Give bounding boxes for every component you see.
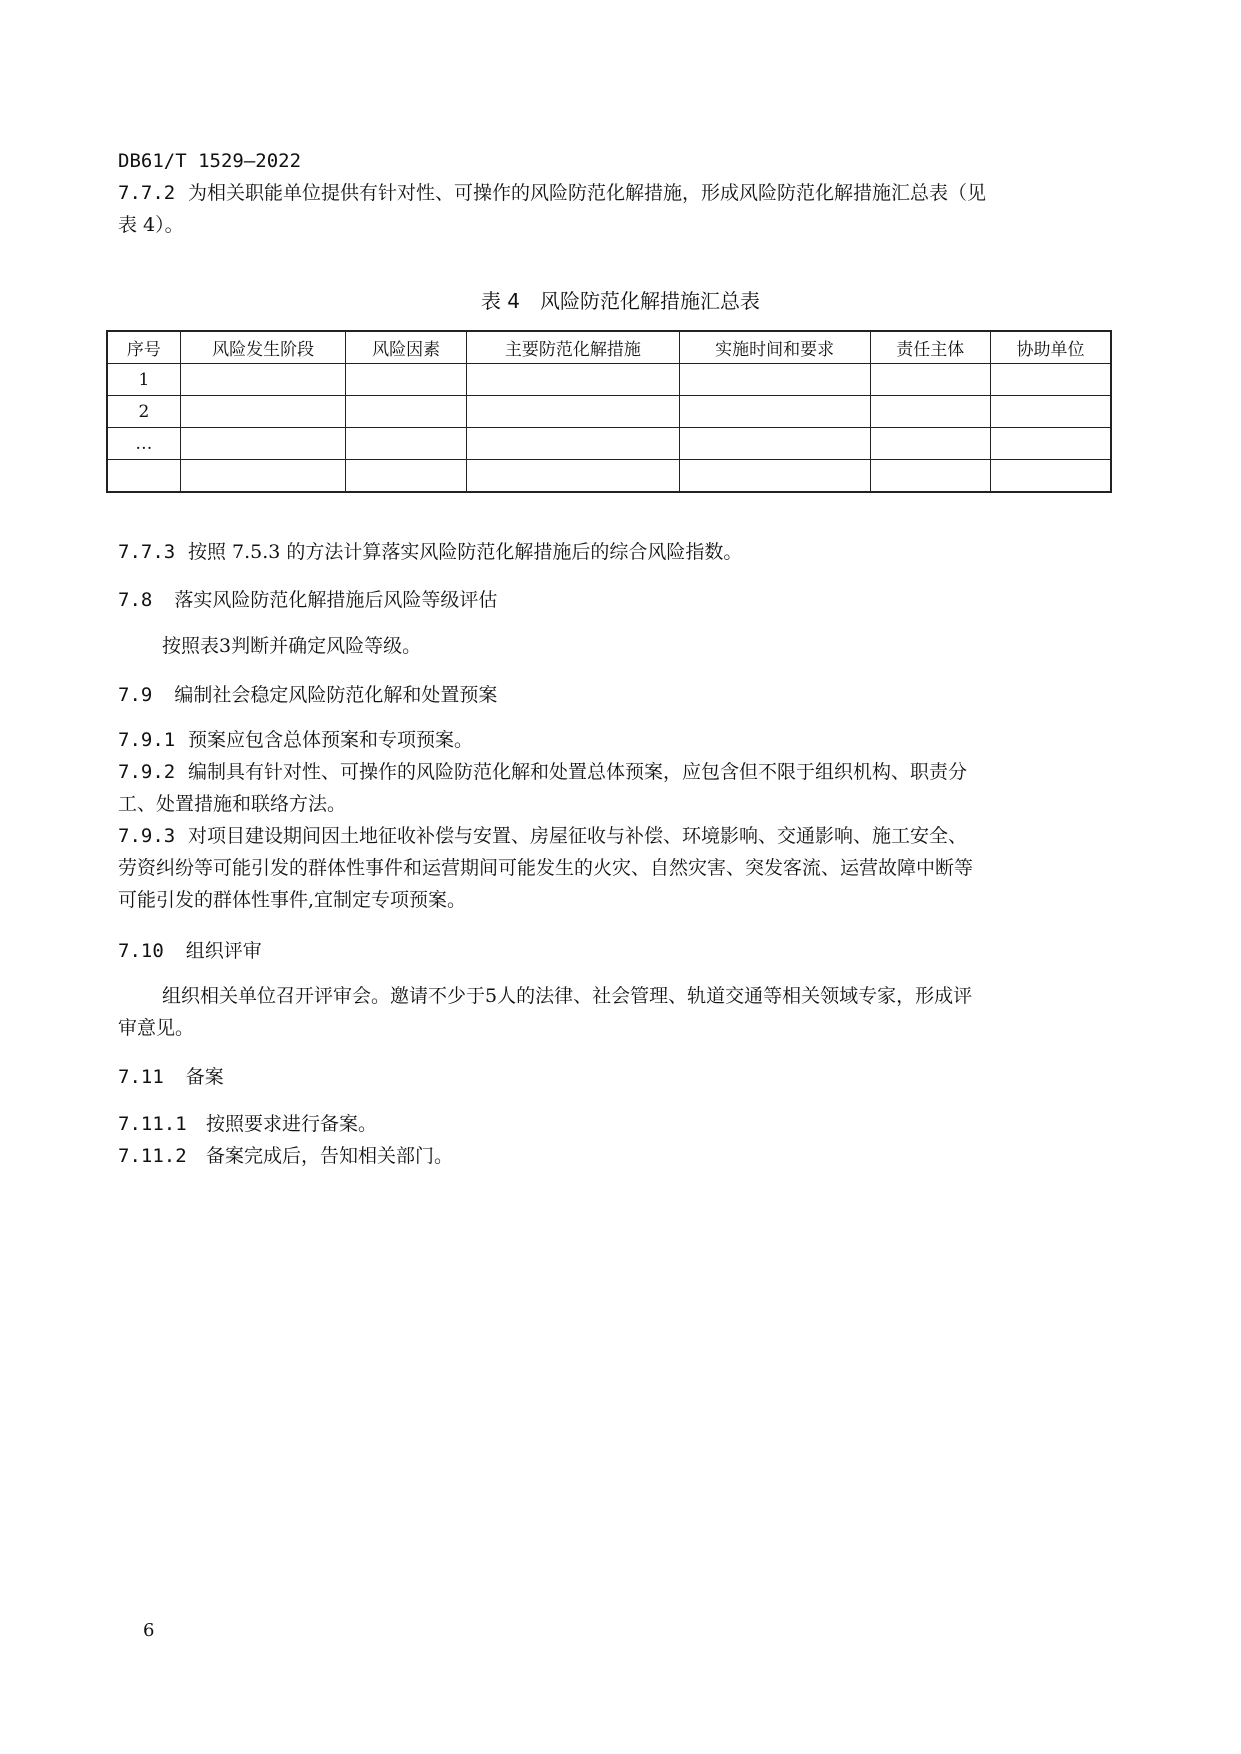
heading-7-10: [118, 936, 262, 963]
clause-number: 7.7.3: [118, 541, 176, 563]
clause-7-9-1: [118, 724, 1118, 756]
clause-text: 预案应包含总体预案和专项预案。: [188, 729, 474, 751]
table-cell: [870, 396, 990, 428]
table-cell: [346, 428, 466, 460]
table-cell: [180, 460, 346, 493]
clause-number: 7.9.2: [118, 761, 176, 783]
clause-number: 7.9.1: [118, 729, 176, 751]
heading-number: 7.8: [118, 589, 153, 611]
document-code: DB61/T 1529—2022: [118, 150, 302, 172]
heading-title: 组织评审: [185, 940, 262, 962]
table-row: [107, 364, 1111, 396]
clause-number: 7.11.1: [118, 1113, 187, 1135]
table-cell: [180, 396, 346, 428]
table-cell: [346, 364, 466, 396]
table-cell: 2: [107, 396, 180, 428]
table-cell: [679, 396, 870, 428]
heading-number: 7.11: [118, 1066, 164, 1088]
clause-number: 7.7.2: [118, 182, 176, 204]
table-cell: [180, 428, 346, 460]
header-cell: 责任主体: [870, 331, 990, 364]
table-cell: [679, 460, 870, 493]
clause-text-line-2: 工、处置措施和联络方法。: [118, 793, 347, 815]
heading-title: 备案: [185, 1066, 224, 1088]
heading-7-11: [118, 1062, 224, 1089]
table-cell: [346, 460, 466, 493]
clause-text-line-1: 为相关职能单位提供有针对性、可操作的风险防范化解措施，形成风险防范化解措施汇总表（见: [188, 182, 987, 204]
heading-7-9: [118, 680, 497, 707]
clause-text: 按照 7.5.3 的方法计算落实风险防范化解措施后的综合风险指数。: [188, 541, 743, 563]
risk-mitigation-table: [106, 330, 1112, 493]
table-cell: [466, 396, 679, 428]
table-row: [107, 396, 1111, 428]
table-cell: [990, 428, 1111, 460]
heading-number: 7.9: [118, 684, 153, 706]
table-cell: [679, 364, 870, 396]
table-cell: [870, 460, 990, 493]
table-title: 表 4 风险防范化解措施汇总表: [480, 289, 761, 313]
table-cell: [679, 428, 870, 460]
clause-7-11-2: [118, 1140, 1118, 1172]
header-cell: 实施时间和要求: [679, 331, 870, 364]
clause-number: 7.11.2: [118, 1145, 187, 1167]
heading-7-8: [118, 585, 497, 612]
clause-text: 按照要求进行备案。: [206, 1113, 378, 1135]
table-cell: [990, 396, 1111, 428]
clause-text-line-3: 可能引发的群体性事件,宜制定专项预案。: [118, 889, 467, 911]
clause-7-9-3: [118, 820, 1118, 916]
header-cell: 主要防范化解措施: [466, 331, 679, 364]
table-cell: [466, 460, 679, 493]
header-cell: 序号: [107, 331, 180, 364]
table-row: [107, 428, 1111, 460]
paragraph-line-1: 组织相关单位召开评审会。邀请不少于5人的法律、社会管理、轨道交通等相关领域专家，形成评: [162, 985, 973, 1007]
table-cell: 1: [107, 364, 180, 396]
paragraph-7-8: 按照表3判断并确定风险等级。: [162, 635, 422, 657]
heading-number: 7.10: [118, 940, 164, 962]
table-cell: [107, 460, 180, 493]
clause-7-7-3: [118, 536, 1118, 568]
clause-text-line-1: 编制具有针对性、可操作的风险防范化解和处置总体预案，应包含但不限于组织机构、职责分: [188, 761, 968, 783]
clause-7-9-2: [118, 756, 1118, 820]
clause-text-line-2: 表 4）。: [118, 214, 184, 236]
clause-text-line-2: 劳资纠纷等可能引发的群体性事件和运营期间可能发生的火灾、自然灾害、突发客流、运营故障中断等: [118, 857, 974, 879]
table-cell: [990, 364, 1111, 396]
table-cell: [466, 428, 679, 460]
table-cell: [180, 364, 346, 396]
paragraph-line-2: 审意见。: [118, 1017, 195, 1039]
clause-number: 7.9.3: [118, 825, 176, 847]
heading-title: 落实风险防范化解措施后风险等级评估: [174, 589, 498, 611]
table-header-row: [107, 331, 1111, 364]
clause-7-7-2: [118, 177, 1118, 241]
table-row: [107, 460, 1111, 493]
heading-title: 编制社会稳定风险防范化解和处置预案: [174, 684, 498, 706]
clause-7-11-1: [118, 1108, 1118, 1140]
paragraph-7-10: [118, 980, 1118, 1044]
table-cell: [466, 364, 679, 396]
table-cell: …: [107, 428, 180, 460]
header-cell: 风险发生阶段: [180, 331, 346, 364]
clause-text: 备案完成后，告知相关部门。: [206, 1145, 454, 1167]
page-number: 6: [143, 1620, 155, 1641]
table-cell: [990, 460, 1111, 493]
table-cell: [870, 428, 990, 460]
header-cell: 协助单位: [990, 331, 1111, 364]
header-cell: 风险因素: [346, 331, 466, 364]
table-cell: [870, 364, 990, 396]
clause-text-line-1: 对项目建设期间因土地征收补偿与安置、房屋征收与补偿、环境影响、交通影响、施工安全、: [188, 825, 968, 847]
table-cell: [346, 396, 466, 428]
